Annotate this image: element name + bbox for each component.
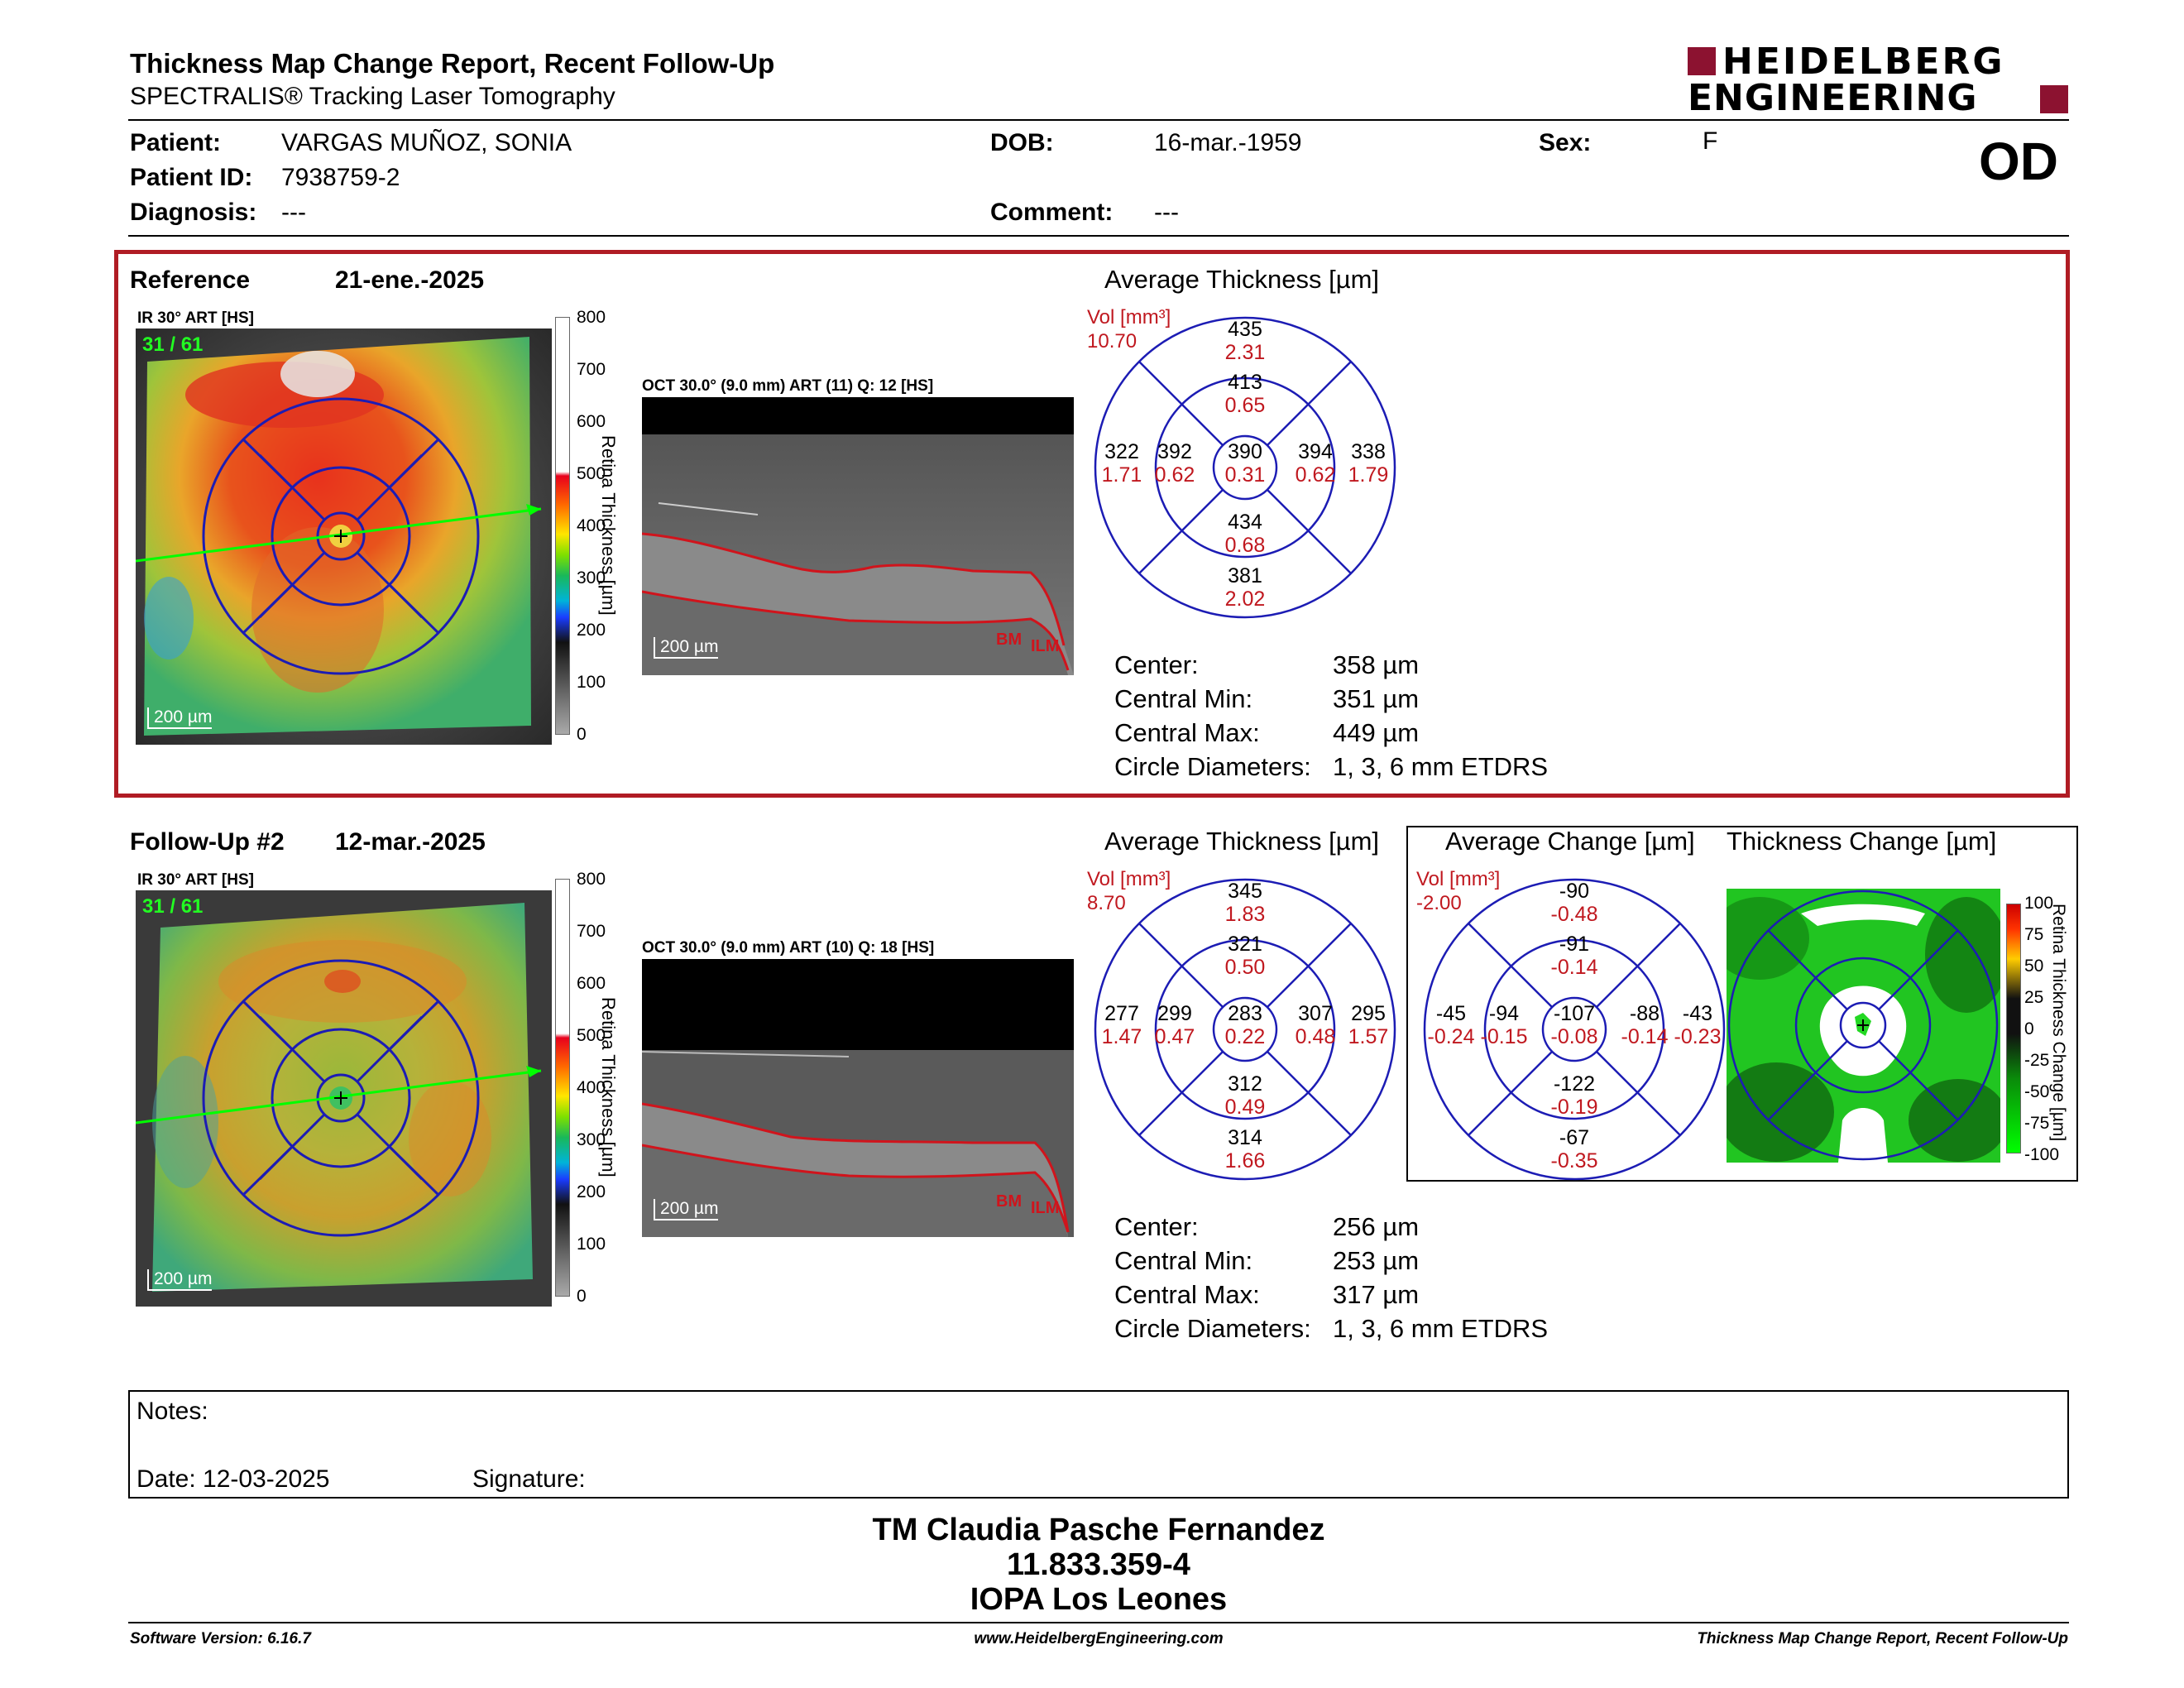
logo-line2: ENGINEERING — [1688, 77, 1978, 119]
patient-label: Patient: — [130, 129, 222, 156]
oct-label-ref: OCT 30.0° (9.0 mm) ART (11) Q: 12 [HS] — [642, 377, 934, 395]
map-scale-ref: 200 µm — [147, 707, 212, 729]
thickness-scale-fu — [555, 879, 570, 1297]
vol-label-ref: Vol [mm³] — [1087, 306, 1171, 328]
vol-total-ref: 10.70 — [1087, 330, 1138, 352]
oct-scale-ref: 200 µm — [654, 637, 718, 659]
tick-fu-600: 600 — [577, 974, 606, 993]
change-scale — [2006, 904, 2021, 1153]
ref-diam-label: Circle Diameters: — [1114, 752, 1311, 781]
map-scale-fu: 200 µm — [147, 1269, 212, 1291]
footer-version: Software Version: 6.16.7 — [130, 1630, 311, 1647]
bm-label-ref: BM — [996, 631, 1023, 649]
oct-bscan-ref — [642, 397, 1074, 675]
frame-counter-fu: 31 / 61 — [142, 895, 204, 918]
tick-ref-300: 300 — [577, 568, 606, 587]
chg-tick-50: 50 — [2024, 957, 2044, 976]
notes-box — [128, 1390, 2069, 1499]
chg-inner-sup: -91 -0.14 — [1550, 933, 1598, 979]
oct-label-fu: OCT 30.0° (9.0 mm) ART (10) Q: 18 [HS] — [642, 939, 935, 957]
ref-max-label: Central Max: — [1114, 718, 1260, 747]
thickness-change-title: Thickness Change [µm] — [1727, 827, 1997, 856]
fu-outer-nas: 295 1.57 — [1348, 1002, 1389, 1048]
signature-label: Signature: — [472, 1465, 586, 1493]
chg-tick-75: 75 — [2024, 925, 2044, 944]
logo-square-right — [2040, 85, 2068, 113]
fu-diam-value: 1, 3, 6 mm ETDRS — [1333, 1314, 1549, 1343]
sex-label: Sex: — [1539, 129, 1592, 156]
thickness-change-map-graphic — [1727, 889, 2000, 1163]
chg-outer-inf: -67 -0.35 — [1550, 1126, 1598, 1172]
comment-value: --- — [1154, 199, 1179, 226]
diagnosis-label: Diagnosis: — [130, 199, 257, 226]
bm-label-fu: BM — [996, 1192, 1023, 1211]
heidelberg-logo — [1688, 41, 2068, 119]
fu-center: 283 0.22 — [1224, 1002, 1266, 1048]
ref-max-value: 449 µm — [1333, 718, 1420, 747]
chg-outer-temp: -45 -0.24 — [1427, 1002, 1475, 1048]
fu-max-label: Central Max: — [1114, 1280, 1260, 1309]
tick-fu-200: 200 — [577, 1182, 606, 1201]
frame-counter-ref: 31 / 61 — [142, 333, 204, 356]
dob-value: 16-mar.-1959 — [1154, 129, 1302, 156]
dob-label: DOB: — [990, 129, 1054, 156]
scale-title-ref: Retina Thickness [µm] — [598, 435, 619, 616]
ref-diam-value: 1, 3, 6 mm ETDRS — [1333, 752, 1549, 781]
fu-min-label: Central Min: — [1114, 1246, 1253, 1275]
patient-name: VARGAS MUÑOZ, SONIA — [281, 129, 572, 156]
ref-min-label: Central Min: — [1114, 684, 1253, 713]
vol-label-chg: Vol [mm³] — [1416, 868, 1501, 890]
ref-center-label: Center: — [1114, 650, 1199, 679]
tick-fu-400: 400 — [577, 1078, 606, 1097]
oct-bscan-fu — [642, 959, 1074, 1237]
tick-fu-300: 300 — [577, 1130, 606, 1149]
ir-label-ref: IR 30° ART [HS] — [137, 309, 254, 327]
tick-fu-500: 500 — [577, 1026, 606, 1045]
reference-date: 21-ene.-2025 — [335, 266, 485, 294]
thickness-scale-ref — [555, 317, 570, 735]
vol-label-fu: Vol [mm³] — [1087, 868, 1171, 890]
signer-block — [0, 1513, 2184, 1617]
fu-outer-inf: 314 1.66 — [1224, 1126, 1266, 1172]
chg-outer-sup: -90 -0.48 — [1550, 880, 1598, 926]
ir-label-fu: IR 30° ART [HS] — [137, 871, 254, 889]
fu-inner-temp: 299 0.47 — [1154, 1002, 1195, 1048]
thickness-map-ref — [136, 328, 552, 745]
footer-report-name: Thickness Map Change Report, Recent Follow-Up — [1697, 1630, 2068, 1647]
ref-outer-sup: 435 2.31 — [1224, 318, 1266, 364]
chg-outer-nas: -43 -0.23 — [1674, 1002, 1722, 1048]
followup-label: Follow-Up #2 — [130, 828, 285, 856]
fu-inner-nas: 307 0.48 — [1295, 1002, 1336, 1048]
report-title: Thickness Map Change Report, Recent Follow-Up — [130, 48, 775, 79]
ref-center-value: 358 µm — [1333, 650, 1420, 679]
ref-inner-temp: 392 0.62 — [1154, 440, 1195, 487]
followup-date: 12-mar.-2025 — [335, 828, 486, 856]
fu-max-value: 317 µm — [1333, 1280, 1420, 1309]
tick-fu-700: 700 — [577, 922, 606, 941]
ref-outer-temp: 322 1.71 — [1101, 440, 1142, 487]
comment-label: Comment: — [990, 199, 1114, 226]
ref-inner-inf: 434 0.68 — [1224, 511, 1266, 557]
avg-thickness-title-fu: Average Thickness [µm] — [1104, 827, 1380, 856]
chg-tick-25: 25 — [2024, 988, 2044, 1007]
tick-fu-100: 100 — [577, 1235, 606, 1254]
fu-outer-temp: 277 1.47 — [1101, 1002, 1142, 1048]
chg-tick-m50: -50 — [2024, 1082, 2050, 1101]
ref-outer-inf: 381 2.02 — [1224, 564, 1266, 611]
chg-tick-m75: -75 — [2024, 1114, 2050, 1133]
scale-title-fu: Retina Thickness [µm] — [598, 997, 619, 1177]
thickness-map-fu-graphic — [136, 890, 552, 1307]
notes-date: Date: 12-03-2025 — [136, 1465, 330, 1493]
tick-ref-600: 600 — [577, 412, 606, 431]
thickness-map-ref-graphic — [136, 328, 552, 745]
sex-value: F — [1703, 127, 1718, 155]
tick-ref-400: 400 — [577, 516, 606, 535]
tick-ref-800: 800 — [577, 308, 606, 327]
thickness-map-fu — [136, 890, 552, 1307]
chg-tick-0: 0 — [2024, 1019, 2034, 1038]
chg-inner-temp: -94 -0.15 — [1480, 1002, 1528, 1048]
signer-id: 11.833.359-4 — [1007, 1547, 1190, 1582]
avg-thickness-title-ref: Average Thickness [µm] — [1104, 265, 1380, 294]
tick-fu-0: 0 — [577, 1287, 587, 1306]
chg-center: -107 -0.08 — [1550, 1002, 1598, 1048]
logo-line1: HEIDELBERG — [1722, 41, 2005, 83]
fu-outer-sup: 345 1.83 — [1224, 880, 1266, 926]
fu-min-value: 253 µm — [1333, 1246, 1420, 1275]
signer-org: IOPA Los Leones — [970, 1582, 1228, 1617]
diagnosis-value: --- — [281, 199, 306, 226]
oct-scale-fu: 200 µm — [654, 1199, 718, 1220]
fu-diam-label: Circle Diameters: — [1114, 1314, 1311, 1343]
notes-label: Notes: — [136, 1398, 208, 1425]
signer-name: TM Claudia Pasche Fernandez — [872, 1513, 1325, 1547]
report-subtitle: SPECTRALIS® Tracking Laser Tomography — [130, 83, 615, 110]
patient-id: 7938759-2 — [281, 164, 400, 191]
thickness-change-map — [1727, 889, 2000, 1163]
reference-label: Reference — [130, 266, 251, 294]
logo-square-left — [1688, 47, 1716, 75]
avg-change-title: Average Change [µm] — [1445, 827, 1695, 856]
chg-tick-m25: -25 — [2024, 1051, 2050, 1070]
ref-inner-nas: 394 0.62 — [1295, 440, 1336, 487]
ref-center: 390 0.31 — [1224, 440, 1266, 487]
tick-ref-500: 500 — [577, 464, 606, 483]
ref-outer-nas: 338 1.79 — [1348, 440, 1389, 487]
ref-inner-sup: 413 0.65 — [1224, 371, 1266, 417]
ilm-label-fu: ILM — [1031, 1199, 1060, 1217]
tick-fu-800: 800 — [577, 870, 606, 889]
chg-tick-m100: -100 — [2024, 1145, 2060, 1164]
tick-ref-200: 200 — [577, 621, 606, 640]
ilm-label-ref: ILM — [1031, 637, 1060, 655]
chg-inner-nas: -88 -0.14 — [1621, 1002, 1669, 1048]
tick-ref-700: 700 — [577, 360, 606, 379]
footer-url[interactable]: www.HeidelbergEngineering.com — [974, 1630, 1224, 1647]
eye-indicator: OD — [1979, 132, 2058, 191]
vol-total-chg: -2.00 — [1416, 892, 1462, 914]
change-scale-title: Retina Thickness Change [µm] — [2049, 904, 2068, 1142]
fu-inner-inf: 312 0.49 — [1224, 1072, 1266, 1119]
tick-ref-0: 0 — [577, 725, 587, 744]
chg-inner-inf: -122 -0.19 — [1550, 1072, 1598, 1119]
fu-center-value: 256 µm — [1333, 1212, 1420, 1241]
ref-min-value: 351 µm — [1333, 684, 1420, 713]
patient-id-label: Patient ID: — [130, 164, 253, 191]
fu-inner-sup: 321 0.50 — [1224, 933, 1266, 979]
tick-ref-100: 100 — [577, 673, 606, 692]
vol-total-fu: 8.70 — [1087, 892, 1126, 914]
chg-tick-100: 100 — [2024, 894, 2054, 913]
fu-center-label: Center: — [1114, 1212, 1199, 1241]
